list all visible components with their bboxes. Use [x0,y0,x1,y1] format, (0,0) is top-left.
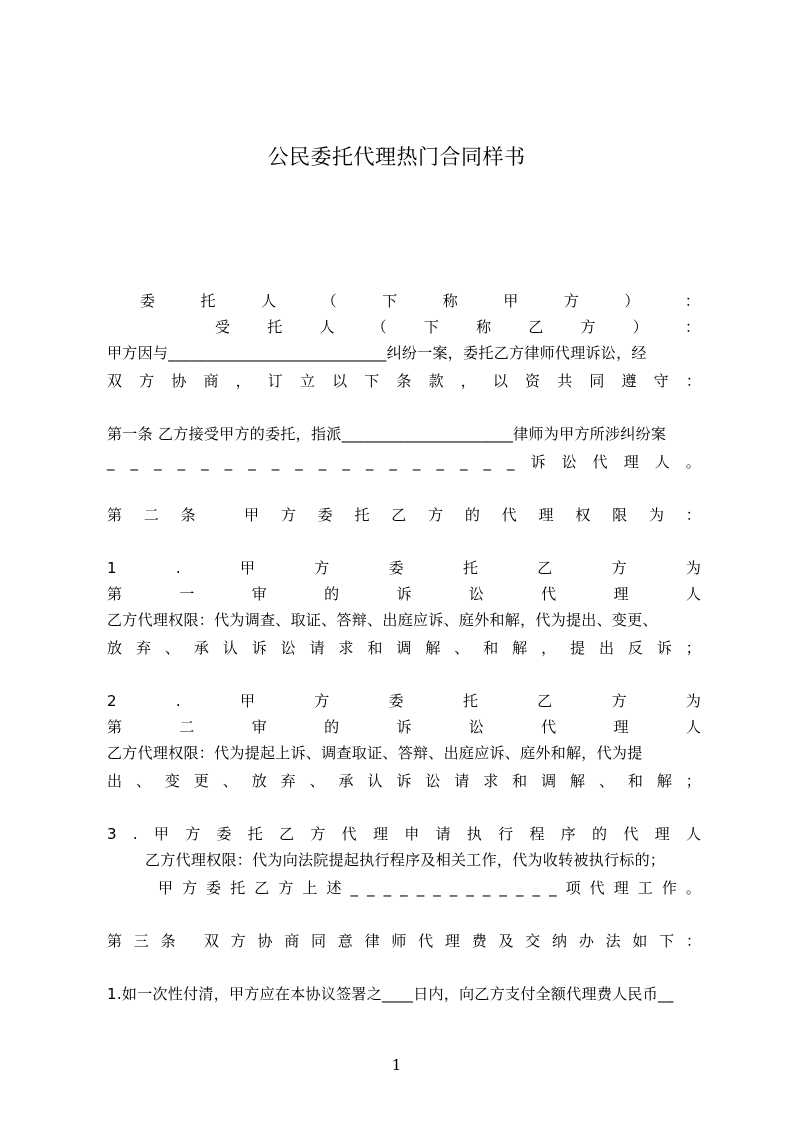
text-char [217,504,222,526]
text-char: _ [549,879,557,897]
text-char: 审 [251,585,267,603]
text-char: _ [507,453,515,471]
article-2-heading [107,504,701,526]
text-char: 遵 [621,372,637,390]
article-1-continuation [107,451,701,473]
text-char: ： [684,292,700,310]
text-char: _ [499,879,507,897]
text-char: 反 [627,639,643,657]
text-char: 委 [388,692,404,710]
text-char: 守 [653,372,669,390]
text-char: 甲 [239,692,255,710]
text-char: 讼 [468,585,484,603]
text-char: 诉 [396,772,412,790]
text-char: 意 [337,932,353,950]
text-char: _ [433,879,441,897]
text-char: 诉 [396,718,412,736]
item-1-scope: 乙方代理权限：代为调查、取证、答辩、出庭应诉、庭外和解，代为提出、变更、 [107,611,658,629]
text-char: 提 [570,639,586,657]
text-char: _ [154,453,162,471]
text-char: 诉 [530,453,546,471]
text-char: 委 [388,559,404,577]
text-char: 、 [164,639,180,657]
text-char: 的 [592,825,608,843]
text-char: ； [685,772,701,790]
text-char: 下 [659,932,675,950]
text-char: _ [367,879,375,897]
text-char: 代 [341,825,357,843]
text-char: 下 [382,292,398,310]
text-char: ） [632,318,648,336]
text-char: 、 [454,639,470,657]
item-3-scope-continuation [158,877,701,899]
text-char: ： [685,506,701,524]
text-char: 出 [107,772,123,790]
item-2-scope: 乙方代理权限：代为提起上诉、调查取证、答辩、出庭应诉、庭外和解，代为提 [107,744,643,762]
dispute-line: 甲方因与____________________________纠纷一案，委托乙方律师代理诉讼，经 [107,344,647,362]
text-char: 、 [309,772,325,790]
text-char: _ [483,453,491,471]
text-char: 协 [257,932,273,950]
text-char: 方 [310,825,326,843]
text-char: 解 [425,639,441,657]
text-char: 为 [685,692,701,710]
text-char: 方 [182,879,198,897]
text-char: 纳 [552,932,568,950]
text-char: 申 [404,825,420,843]
text-char: （ [321,292,337,310]
text-char: 方 [139,372,155,390]
text-char: 诉 [251,639,267,657]
text-char: 权 [575,506,591,524]
text-char: 审 [251,718,267,736]
text-char: 为 [685,559,701,577]
text-char: 乙 [528,318,544,336]
text-char: 二 [179,718,195,736]
text-char: _ [515,879,524,897]
text-char: 乙 [254,879,270,897]
text-char: 代 [541,718,557,736]
text-char: 以 [492,372,508,390]
text-char: 。 [685,879,701,897]
text-char: 立 [299,372,315,390]
text-char: 方 [611,692,627,710]
text-char: 理 [654,825,670,843]
text-char: 方 [580,318,596,336]
text-char: 三 [133,932,149,950]
text-char: 放 [107,639,123,657]
text-char: _ [342,453,350,471]
text-char: 诉 [656,639,672,657]
text-char: 限 [612,506,628,524]
text-char: 弃 [135,639,151,657]
text-char: 讼 [280,639,296,657]
text-char: 理 [372,825,388,843]
text-char: 执 [466,825,482,843]
text-char: 乙 [279,825,295,843]
text-char [187,930,192,952]
text-char: 委 [317,506,333,524]
page-number: 1 [391,1056,402,1074]
text-char: _ [365,453,374,471]
text-char: 理 [538,506,554,524]
text-char: 方 [611,559,627,577]
text-char: 求 [483,772,499,790]
text-char: . [175,559,181,577]
text-char: （ [371,318,387,336]
item-1-heading [107,557,701,579]
text-char: 条 [160,932,176,950]
text-char: _ [318,453,327,471]
text-char: 第 [107,506,123,524]
text-char: 托 [462,559,478,577]
text-char: 称 [442,292,458,310]
text-char: 方 [278,879,294,897]
text-char: 述 [326,879,342,897]
text-char: 代 [418,932,434,950]
text-char: 求 [338,639,354,657]
text-char: 同 [589,372,605,390]
text-char: 费 [471,932,487,950]
text-char: _ [436,453,444,471]
text-char: 称 [476,318,492,336]
text-char: 作 [661,879,677,897]
text-char: 1 [107,559,117,577]
text-char: 第 [107,718,123,736]
text-char: 、 [598,772,614,790]
text-char: 放 [251,772,267,790]
text-char: 2 [107,692,117,710]
text-char: 商 [203,372,219,390]
text-char: 下 [364,372,380,390]
text-char: _ [383,879,392,897]
text-char: 解 [656,772,672,790]
text-char: 二 [143,506,159,524]
text-char: _ [295,453,303,471]
text-char: 人 [654,453,670,471]
text-char: ： [685,932,701,950]
text-char: 代 [589,879,605,897]
text-char: 出 [598,639,614,657]
text-char: 交 [525,932,541,950]
text-char: 更 [193,772,209,790]
text-char: 为 [648,506,664,524]
text-char: 人 [685,585,701,603]
text-char: 请 [454,772,470,790]
text-char: 变 [164,772,180,790]
text-char: _ [412,453,421,471]
text-char: 方 [563,292,579,310]
text-char: 理 [613,585,629,603]
text-char: 的 [324,718,340,736]
text-char: 方 [185,825,201,843]
text-char: _ [201,453,209,471]
document-title: 公民委托代理热门合同样书 [267,145,526,169]
text-char: 诉 [396,585,412,603]
text-char: _ [130,453,139,471]
text-char: _ [416,879,425,897]
text-char: 弃 [280,772,296,790]
text-char: ， [541,639,557,657]
text-char: . [132,825,138,843]
text-char: 托 [354,506,370,524]
text-char: 项 [565,879,581,897]
text-char: 人 [685,718,701,736]
text-char: 认 [222,639,238,657]
text-char: 如 [632,932,648,950]
text-char: 同 [311,932,327,950]
text-char: 代 [501,506,517,524]
text-char: 理 [623,453,639,471]
text-char: _ [466,879,474,897]
text-char: 协 [171,372,187,390]
text-char: 方 [428,506,444,524]
article-1-line: 第一条 乙方接受甲方的委托，指派______________________律师为甲方所涉纠纷案 [107,425,667,443]
text-char: 认 [367,772,383,790]
text-char: 承 [193,639,209,657]
text-char: _ [107,453,115,471]
text-char: 法 [605,932,621,950]
text-char: 人 [685,825,701,843]
text-char: 理 [613,718,629,736]
text-char: ） [624,292,640,310]
text-char: 请 [309,639,325,657]
text-char: _ [177,453,186,471]
item-1-role [107,583,701,605]
text-char: 及 [498,932,514,950]
text-char: 代 [623,825,639,843]
text-char: 第 [107,585,123,603]
text-char: 序 [560,825,576,843]
text-char: 一 [179,585,195,603]
text-char: 第 [107,932,123,950]
text-char: 资 [525,372,541,390]
text-char: _ [400,879,408,897]
text-char: 理 [444,932,460,950]
item-3-scope: 乙方代理权限：代为向法院提起执行程序及相关工作，代为收转被执行标的； [145,851,666,869]
text-char: 方 [280,506,296,524]
text-char: 和 [367,639,383,657]
text-char: _ [532,879,541,897]
text-char: . [175,692,181,710]
text-char: 托 [462,692,478,710]
text-char: 、 [135,772,151,790]
text-char: 甲 [153,825,169,843]
text-char: 和 [483,639,499,657]
text-char: 托 [230,879,246,897]
text-char: 、 [222,772,238,790]
text-char: _ [482,879,491,897]
text-char: 调 [541,772,557,790]
text-char: 人 [261,292,277,310]
text-char: ， [235,372,251,390]
text-char: 的 [324,585,340,603]
text-char: 上 [302,879,318,897]
text-char: 托 [200,292,216,310]
text-char: 受 [215,318,231,336]
text-char: _ [271,453,280,471]
text-char: 请 [435,825,451,843]
text-char: 讼 [561,453,577,471]
text-char: _ [449,879,458,897]
text-char: 委 [216,825,232,843]
text-char: 工 [637,879,653,897]
text-char: 办 [578,932,594,950]
agreement-line [107,370,701,392]
text-char: _ [350,879,358,897]
text-char: 乙 [537,559,553,577]
item-1-scope-continuation [107,637,701,659]
text-char: 乙 [391,506,407,524]
text-char: 程 [529,825,545,843]
text-char: 方 [314,692,330,710]
text-char: 订 [267,372,283,390]
text-char: 代 [592,453,608,471]
text-char: ： [685,372,701,390]
text-char: _ [248,453,256,471]
text-char: 委 [206,879,222,897]
text-char: 师 [391,932,407,950]
text-char: ； [685,639,701,657]
text-char: 解 [570,772,586,790]
text-char: 调 [396,639,412,657]
text-char: 款 [428,372,444,390]
text-char: 和 [512,772,528,790]
payment-line: 1.如一次性付清，甲方应在本协议签署之____日内，向乙方支付全额代理费人民币__ [107,985,674,1003]
text-char: 的 [464,506,480,524]
text-char: 甲 [158,879,174,897]
text-char: 甲 [244,506,260,524]
text-char: 行 [498,825,514,843]
text-char: 共 [557,372,573,390]
text-char: 双 [107,372,123,390]
text-char: ： [684,318,700,336]
text-char: _ [459,453,468,471]
text-char: 3 [107,825,117,843]
text-char: 律 [364,932,380,950]
text-char: 商 [284,932,300,950]
text-char: 方 [230,932,246,950]
text-char: 理 [613,879,629,897]
item-2-heading [107,690,701,712]
text-char: 方 [314,559,330,577]
text-char: _ [224,453,233,471]
text-char: 条 [396,372,412,390]
text-char: 托 [267,318,283,336]
text-char: 人 [319,318,335,336]
item-3-heading [107,823,701,845]
text-char: 以 [332,372,348,390]
item-2-role [107,716,701,738]
text-char: 乙 [537,692,553,710]
text-char: 委 [140,292,156,310]
text-char: 。 [685,453,701,471]
text-char: 托 [247,825,263,843]
text-char: ， [460,372,476,390]
text-char: 讼 [468,718,484,736]
text-char: 承 [338,772,354,790]
text-char: 代 [541,585,557,603]
text-char: 双 [203,932,219,950]
text-char: 条 [180,506,196,524]
text-char: 甲 [503,292,519,310]
text-char: 下 [423,318,439,336]
principal-line [140,290,700,312]
text-char: 和 [627,772,643,790]
article-3-heading [107,930,701,952]
agent-line [215,316,700,338]
text-char: _ [389,453,397,471]
text-char: 解 [512,639,528,657]
text-char: 讼 [425,772,441,790]
text-char: 甲 [239,559,255,577]
item-2-scope-continuation [107,770,701,792]
